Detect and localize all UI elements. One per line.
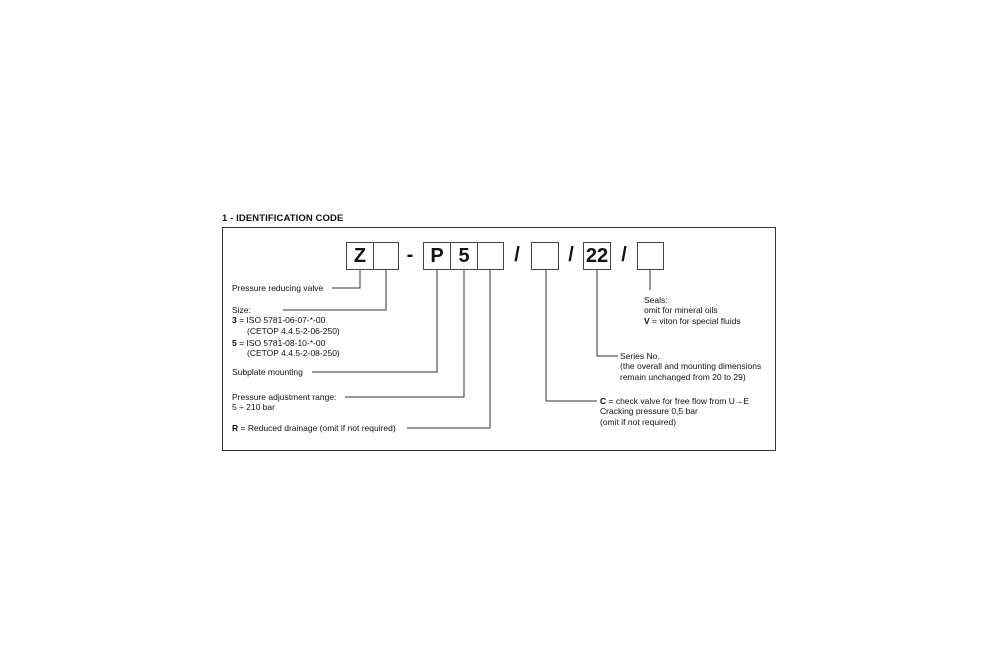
label-size-5-line1: = ISO 5781-08-10-*-00 [236, 337, 326, 348]
label-subplate-mounting: Subplate mounting [232, 367, 303, 377]
label-reduced-drainage [232, 423, 396, 433]
leader-series [597, 270, 618, 356]
label-size-3-line1: = ISO 5781-06-07-*-00 [236, 315, 326, 326]
label-seals-viton [644, 316, 741, 326]
code-box-drainage [477, 242, 504, 270]
code-separator-dash: - [406, 244, 414, 266]
code-box-pressure: 5 [450, 242, 478, 270]
label-size [232, 305, 340, 358]
label-reduced-key: R [232, 423, 239, 433]
code-box-mounting: P [423, 242, 451, 270]
label-pressure-reducing-valve: Pressure reducing valve [232, 283, 324, 293]
code-box-series: 22 [583, 242, 611, 270]
leader-pressure [345, 270, 464, 397]
label-seals-mineral: omit for mineral oils [644, 305, 718, 316]
label-check-key: C [600, 396, 607, 406]
code-box-check-valve [531, 242, 559, 270]
label-check-omit: (omit if not required) [600, 416, 677, 427]
leader-valve [332, 270, 360, 288]
label-seals-viton-text: = viton for special fluids [649, 315, 741, 326]
leader-check [546, 270, 597, 401]
code-separator-slash-1: / [514, 244, 520, 266]
label-seals-header: Seals: [644, 295, 668, 305]
label-size-3-key: 3 [232, 315, 237, 326]
leader-reduced [407, 270, 490, 428]
section-title: 1 - IDENTIFICATION CODE [222, 213, 344, 224]
label-reduced-text: = Reduced drainage (omit if not required) [238, 423, 396, 433]
label-size-5-cetop: (CETOP 4.4.5-2-08-250) [247, 348, 340, 359]
label-size-5-key: 5 [232, 337, 237, 348]
label-seals-key: V [644, 315, 650, 326]
label-series-note-1: (the overall and mounting dimensions [620, 361, 762, 372]
label-series [620, 351, 761, 382]
code-box-model: Z [346, 242, 374, 270]
label-size-3 [232, 315, 340, 325]
label-size-header: Size: [232, 305, 251, 315]
label-series-no: Series No. [620, 351, 660, 361]
code-box-size [373, 242, 399, 270]
label-size-3-cetop: (CETOP 4.4.5-2-06-250) [247, 325, 340, 336]
label-pressure-range-value: 5 ÷ 210 bar [232, 402, 275, 413]
label-size-5 [232, 338, 340, 348]
code-separator-slash-3: / [621, 244, 627, 266]
label-seals [644, 295, 741, 326]
label-cracking-pressure: Cracking pressure 0,5 bar [600, 406, 698, 417]
code-separator-slash-2: / [568, 244, 574, 266]
label-check-text: = check valve for free flow from U→E [606, 396, 750, 406]
label-pressure-range [232, 392, 336, 413]
label-check-valve [600, 396, 749, 427]
label-pressure-range-header: Pressure adjustment range: [232, 392, 337, 402]
code-box-seals [637, 242, 664, 270]
label-check-valve-line1 [600, 396, 749, 406]
label-series-note-2: remain unchanged from 20 to 29) [620, 371, 746, 382]
